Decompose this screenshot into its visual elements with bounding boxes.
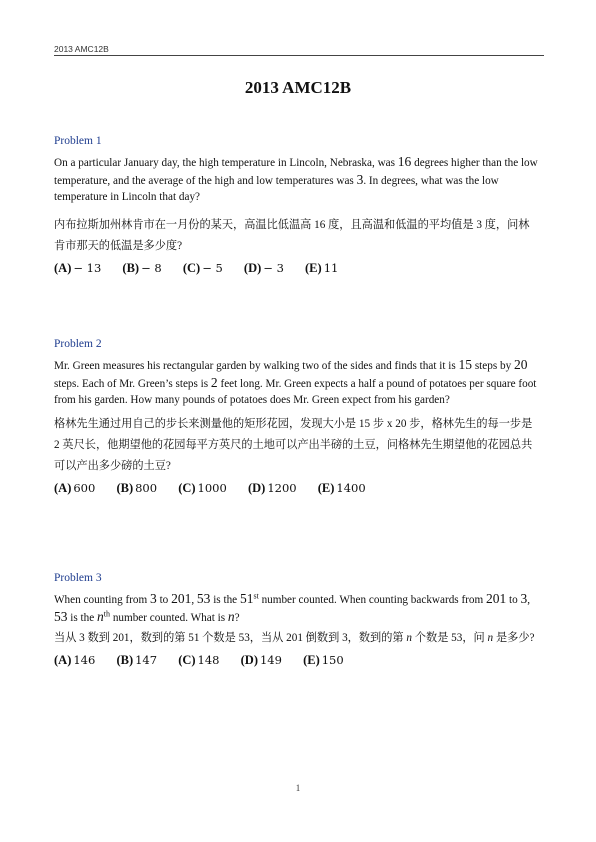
- math-variable: n: [227, 608, 235, 624]
- answer-choice-b: (B) 147: [116, 653, 158, 667]
- answer-choices: [54, 261, 540, 276]
- ordinal-suffix: st: [253, 591, 259, 601]
- math-expression: 201: [171, 591, 192, 606]
- answer-choice-c: (C) 1000: [178, 480, 227, 495]
- math-expression: 20: [513, 357, 528, 372]
- problem-heading: Problem 1: [54, 135, 102, 147]
- problem-heading: Problem 3: [54, 572, 102, 584]
- math-expression: 15: [458, 357, 473, 372]
- problem-statement-english: When counting from 3 to 201, 53 is the 51st number counted. When counting backwards from 201 to 3, 53 is the $n^{th}$ number counted. What is n?: [54, 591, 531, 624]
- problem-statement-chinese: 当从 3 数到 201，数到的第 51 个数是 53，当从 201 倒数到 3，数到的第 n 个数是 53，问 n 是多少?: [54, 632, 535, 644]
- answer-choice-d: (D) 149: [240, 653, 282, 667]
- answer-choice-c: (C) 148: [178, 653, 220, 667]
- math-expression: 201: [486, 591, 507, 606]
- answer-choice-e: (E) 11: [305, 260, 339, 275]
- math-expression: 53: [54, 608, 68, 624]
- answer-choice-e: (E) 150: [303, 653, 344, 667]
- math-expression: 2: [210, 374, 218, 390]
- page-number: 1: [295, 783, 301, 793]
- problem-heading: Problem 2: [54, 338, 102, 350]
- math-expression: 3: [520, 591, 528, 606]
- problem-statement-chinese: 内布拉斯加州林肯市在一月份的某天，高温比低温高 16 度，且高温和低温的平均值是 3 度，问林肯市那天的低温是多少度?: [54, 218, 530, 252]
- answer-choice-b: (B) − 8: [122, 260, 162, 275]
- problem-statement-english: On a particular January day, the high temperature in Lincoln, Nebraska, was 16 degrees higher than the low temperature, and the average of the high and low temperatures was 3. In degrees, what was the low temperature in Lincoln that day?: [54, 154, 538, 203]
- header-rule: [54, 55, 544, 56]
- answer-choices: [54, 481, 540, 496]
- math-variable: n: [97, 608, 104, 624]
- math-variable: n: [487, 632, 494, 644]
- math-expression: 16: [397, 154, 412, 169]
- math-expression: 51: [239, 591, 254, 606]
- math-variable: n: [406, 632, 413, 644]
- problem-2: [54, 338, 540, 496]
- problem-1: [54, 135, 540, 276]
- answer-choice-a: (A) 146: [54, 653, 96, 667]
- problem-statement-english: Mr. Green measures his rectangular garden by walking two of the sides and finds that it is 15 steps by 20 steps. Each of Mr. Green’s steps is 2 feet long. Mr. Green expects a half a pound of potatoes per square foot from his garden. How many pounds of potatoes does Mr. Green expect from his garden?: [54, 357, 537, 406]
- math-expression: 3: [150, 591, 157, 606]
- answer-choice-a: (A) − 13: [54, 260, 102, 275]
- answer-choice-b: (B) 800: [116, 480, 158, 495]
- math-expression: 3: [356, 171, 364, 187]
- document-title: 2013 AMC12B: [244, 78, 352, 97]
- answer-choices: [54, 653, 540, 668]
- problem-statement-chinese: 格林先生通过用自己的步长来测量他的矩形花园，发现大小是 15 步 x 20 步，格林先生的每一步是 2 英尺长，他期望他的花园每平方英尺的土地可以产出半磅的土豆，问格林先生期望他的花园总共可以产出多少磅的土豆?: [54, 417, 533, 472]
- running-header: 2013 AMC12B: [54, 44, 109, 54]
- answer-choice-c: (C) − 5: [182, 260, 223, 275]
- answer-choice-e: (E) 1400: [317, 480, 366, 495]
- ordinal-suffix: th: [103, 608, 111, 618]
- math-expression: 53: [196, 591, 211, 606]
- problem-3: [54, 572, 540, 668]
- answer-choice-d: (D) − 3: [243, 260, 284, 275]
- answer-choice-d: (D) 1200: [247, 480, 297, 495]
- answer-choice-a: (A) 600: [54, 480, 96, 495]
